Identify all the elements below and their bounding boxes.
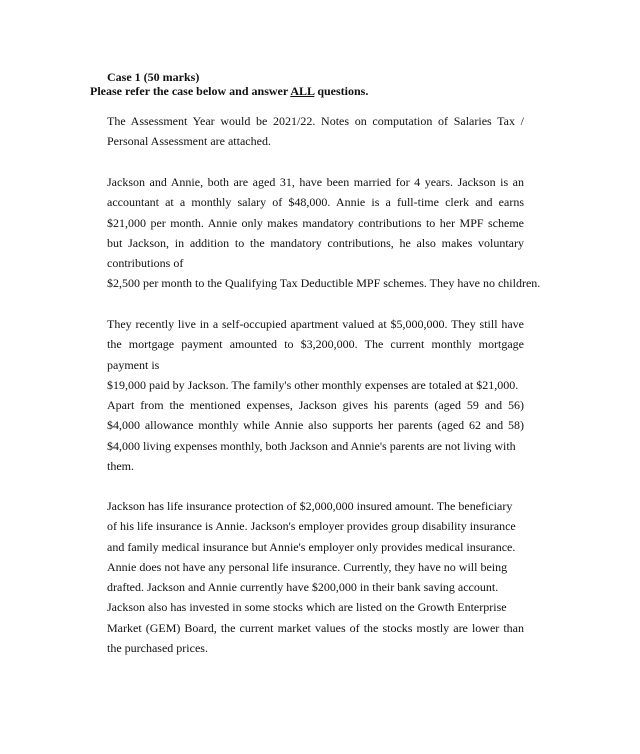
text-line: accountant at a monthly salary of $48,000. Annie is a full-time clerk and earns [107, 195, 524, 210]
text-line: the purchased prices. [107, 641, 208, 656]
text-line: $19,000 paid by Jackson. The family's other monthly expenses are totaled at $21,000. [107, 377, 519, 392]
instruction-emphasis: ALL [290, 84, 315, 98]
text-line: them. [107, 459, 134, 474]
text-line: The Assessment Year would be 2021/22. Notes on computation of Salaries Tax / [107, 114, 524, 128]
instruction-text-end: questions. [314, 84, 369, 98]
text-line: Annie does not have any personal life insurance. Currently, they have no will being [107, 559, 508, 574]
text-line: Apart from the mentioned expenses, Jackson gives his parents (aged 59 and 56) [107, 398, 524, 413]
paragraph-income [107, 172, 547, 294]
text-line: and family medical insurance but Annie's employer only provides medical insurance. [107, 539, 516, 554]
text-line: They recently live in a self-occupied apartment valued at $5,000,000. They still have [107, 317, 524, 331]
text-line: Personal Assessment are attached. [107, 134, 271, 149]
text-line: Jackson and Annie, both are aged 31, have been married for 4 years. Jackson is an [107, 175, 524, 189]
instruction-line [90, 84, 368, 98]
text-line: drafted. Jackson and Annie currently have $200,000 in their bank saving account. [107, 580, 499, 595]
instruction-text: Please refer the case below and answer [90, 84, 291, 98]
text-line: Jackson also has invested in some stocks which are listed on the Growth Enterprise [107, 600, 507, 615]
text-line: $21,000 per month. Annie only makes mandatory contributions to her MPF scheme [107, 215, 524, 230]
text-line: but Jackson, in addition to the mandatory contributions, he also makes voluntary [107, 235, 524, 250]
paragraph-assessment-year [107, 111, 547, 152]
paragraph-housing-expenses [107, 314, 547, 476]
case-title: Case 1 (50 marks) [107, 70, 200, 84]
text-line: payment is [107, 357, 160, 372]
paragraph-insurance-investments [107, 496, 547, 658]
text-line: Market (GEM) Board, the current market values of the stocks mostly are lower than [107, 620, 524, 635]
text-line: contributions of [107, 256, 184, 271]
text-line: $4,000 living expenses monthly, both Jackson and Annie's parents are not living with [107, 438, 516, 453]
text-line: $2,500 per month to the Qualifying Tax Deductible MPF schemes. They have no children. [107, 276, 541, 291]
text-line: $4,000 allowance monthly while Annie also supports her parents (aged 62 and 58) [107, 418, 524, 433]
text-line: the mortgage payment amounted to $3,200,000. The current monthly mortgage [107, 337, 524, 352]
text-line: Jackson has life insurance protection of $2,000,000 insured amount. The beneficiary [107, 499, 513, 513]
text-line: of his life insurance is Annie. Jackson's employer provides group disability insurance [107, 519, 516, 534]
